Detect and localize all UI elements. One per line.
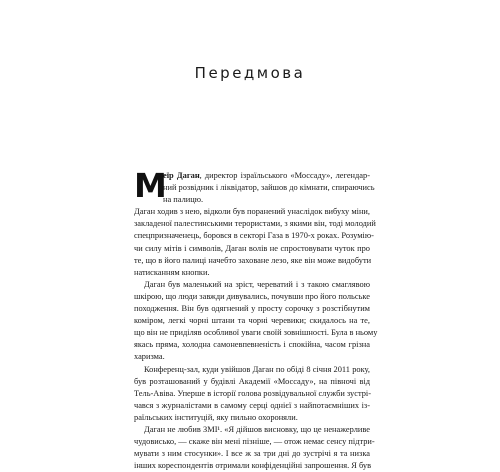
paragraph-line: чи силу мітів і символів, Даган волів не спростовувати чуток про (134, 243, 370, 253)
paragraph-line: Тель-Авіва. Уперше в історії голова розвідувальної служби зустрі- (134, 388, 372, 398)
paragraph-line: натисканням кнопки. (134, 267, 210, 277)
paragraph-2 (134, 206, 376, 279)
name-highlight: еїр Даган (163, 171, 200, 180)
paragraph-line: коміром, легкі чорні штани та чорні черевики; скидалось на те, (134, 316, 370, 326)
paragraph-line: походження. Він був одягнений у просту сорочку з розстібнутим (134, 304, 370, 314)
paragraph-line: харизма. (134, 352, 165, 362)
chapter-title: Передмова (194, 64, 306, 82)
paragraph-line: раїльських інституцій, яку пильно охороняли. (134, 412, 298, 422)
paragraph-line: що він не приділяв особливої уваги своїй зовнішності. Була в ньому (134, 328, 378, 338)
paragraph-line: спецпризначенець, боровся в секторі Газа в 1970-х роках. Розумію- (134, 231, 374, 241)
paragraph-line: закладеної палестинськими терористами, з якими він, тоді молодий (134, 219, 376, 229)
line-text: , директор ізраїльського «Моссаду», легендар- (199, 171, 370, 180)
paragraph-line: те, що в його палиці начебто заховане лезо, яке він може видобути (134, 255, 372, 265)
paragraph-line: чудовисько, — скаже він мені пізніше, — отож немає сенсу підтри- (134, 437, 375, 447)
paragraph-4 (134, 364, 370, 424)
paragraph-line: на палицю. (163, 195, 204, 205)
paragraph-line: Конференц-зал, куди увійшов Даган по обіді 8 січня 2011 року, (144, 364, 370, 374)
paragraph-line (134, 170, 370, 182)
paragraph-line: ний розвідник і ліквідатор, зайшов до кімнати, спираючись (163, 183, 375, 193)
paragraph-line: інших кореспондентів отримали конфіденційні запрошення. Я був (134, 461, 372, 471)
paragraph-line: Даган не любив ЗМІ¹. «Я дійшов висновку, що це ненажерливе (144, 424, 370, 434)
paragraph-3 (134, 279, 378, 364)
paragraph-1 (134, 166, 375, 206)
drop-cap-letter: М (134, 166, 167, 205)
paragraph-line: якась пряма, холодна самоневпевненість і спокійна, часом грізна (134, 340, 370, 350)
paragraph-line: Даган ходив з нею, відколи був поранений унаслідок вибуху міни, (134, 207, 370, 217)
paragraph-line: шкірою, що люди завжди дивувались, почувши про його польське (134, 291, 370, 301)
paragraph-line: був розташований у будівлі Академії «Моссаду», на півночі від (134, 376, 370, 386)
paragraph-line: мувати з ним стосунки». І все ж за три дні до зустрічі я та низка (134, 449, 370, 459)
body-text (134, 166, 378, 472)
paragraph-line: чався з журналістами в самому серці однієї з найпотаємніших із- (134, 400, 370, 410)
paragraph-line: Даган був маленький на зріст, череватий і з такою смаглявою (144, 279, 370, 289)
paragraph-5 (134, 424, 375, 472)
